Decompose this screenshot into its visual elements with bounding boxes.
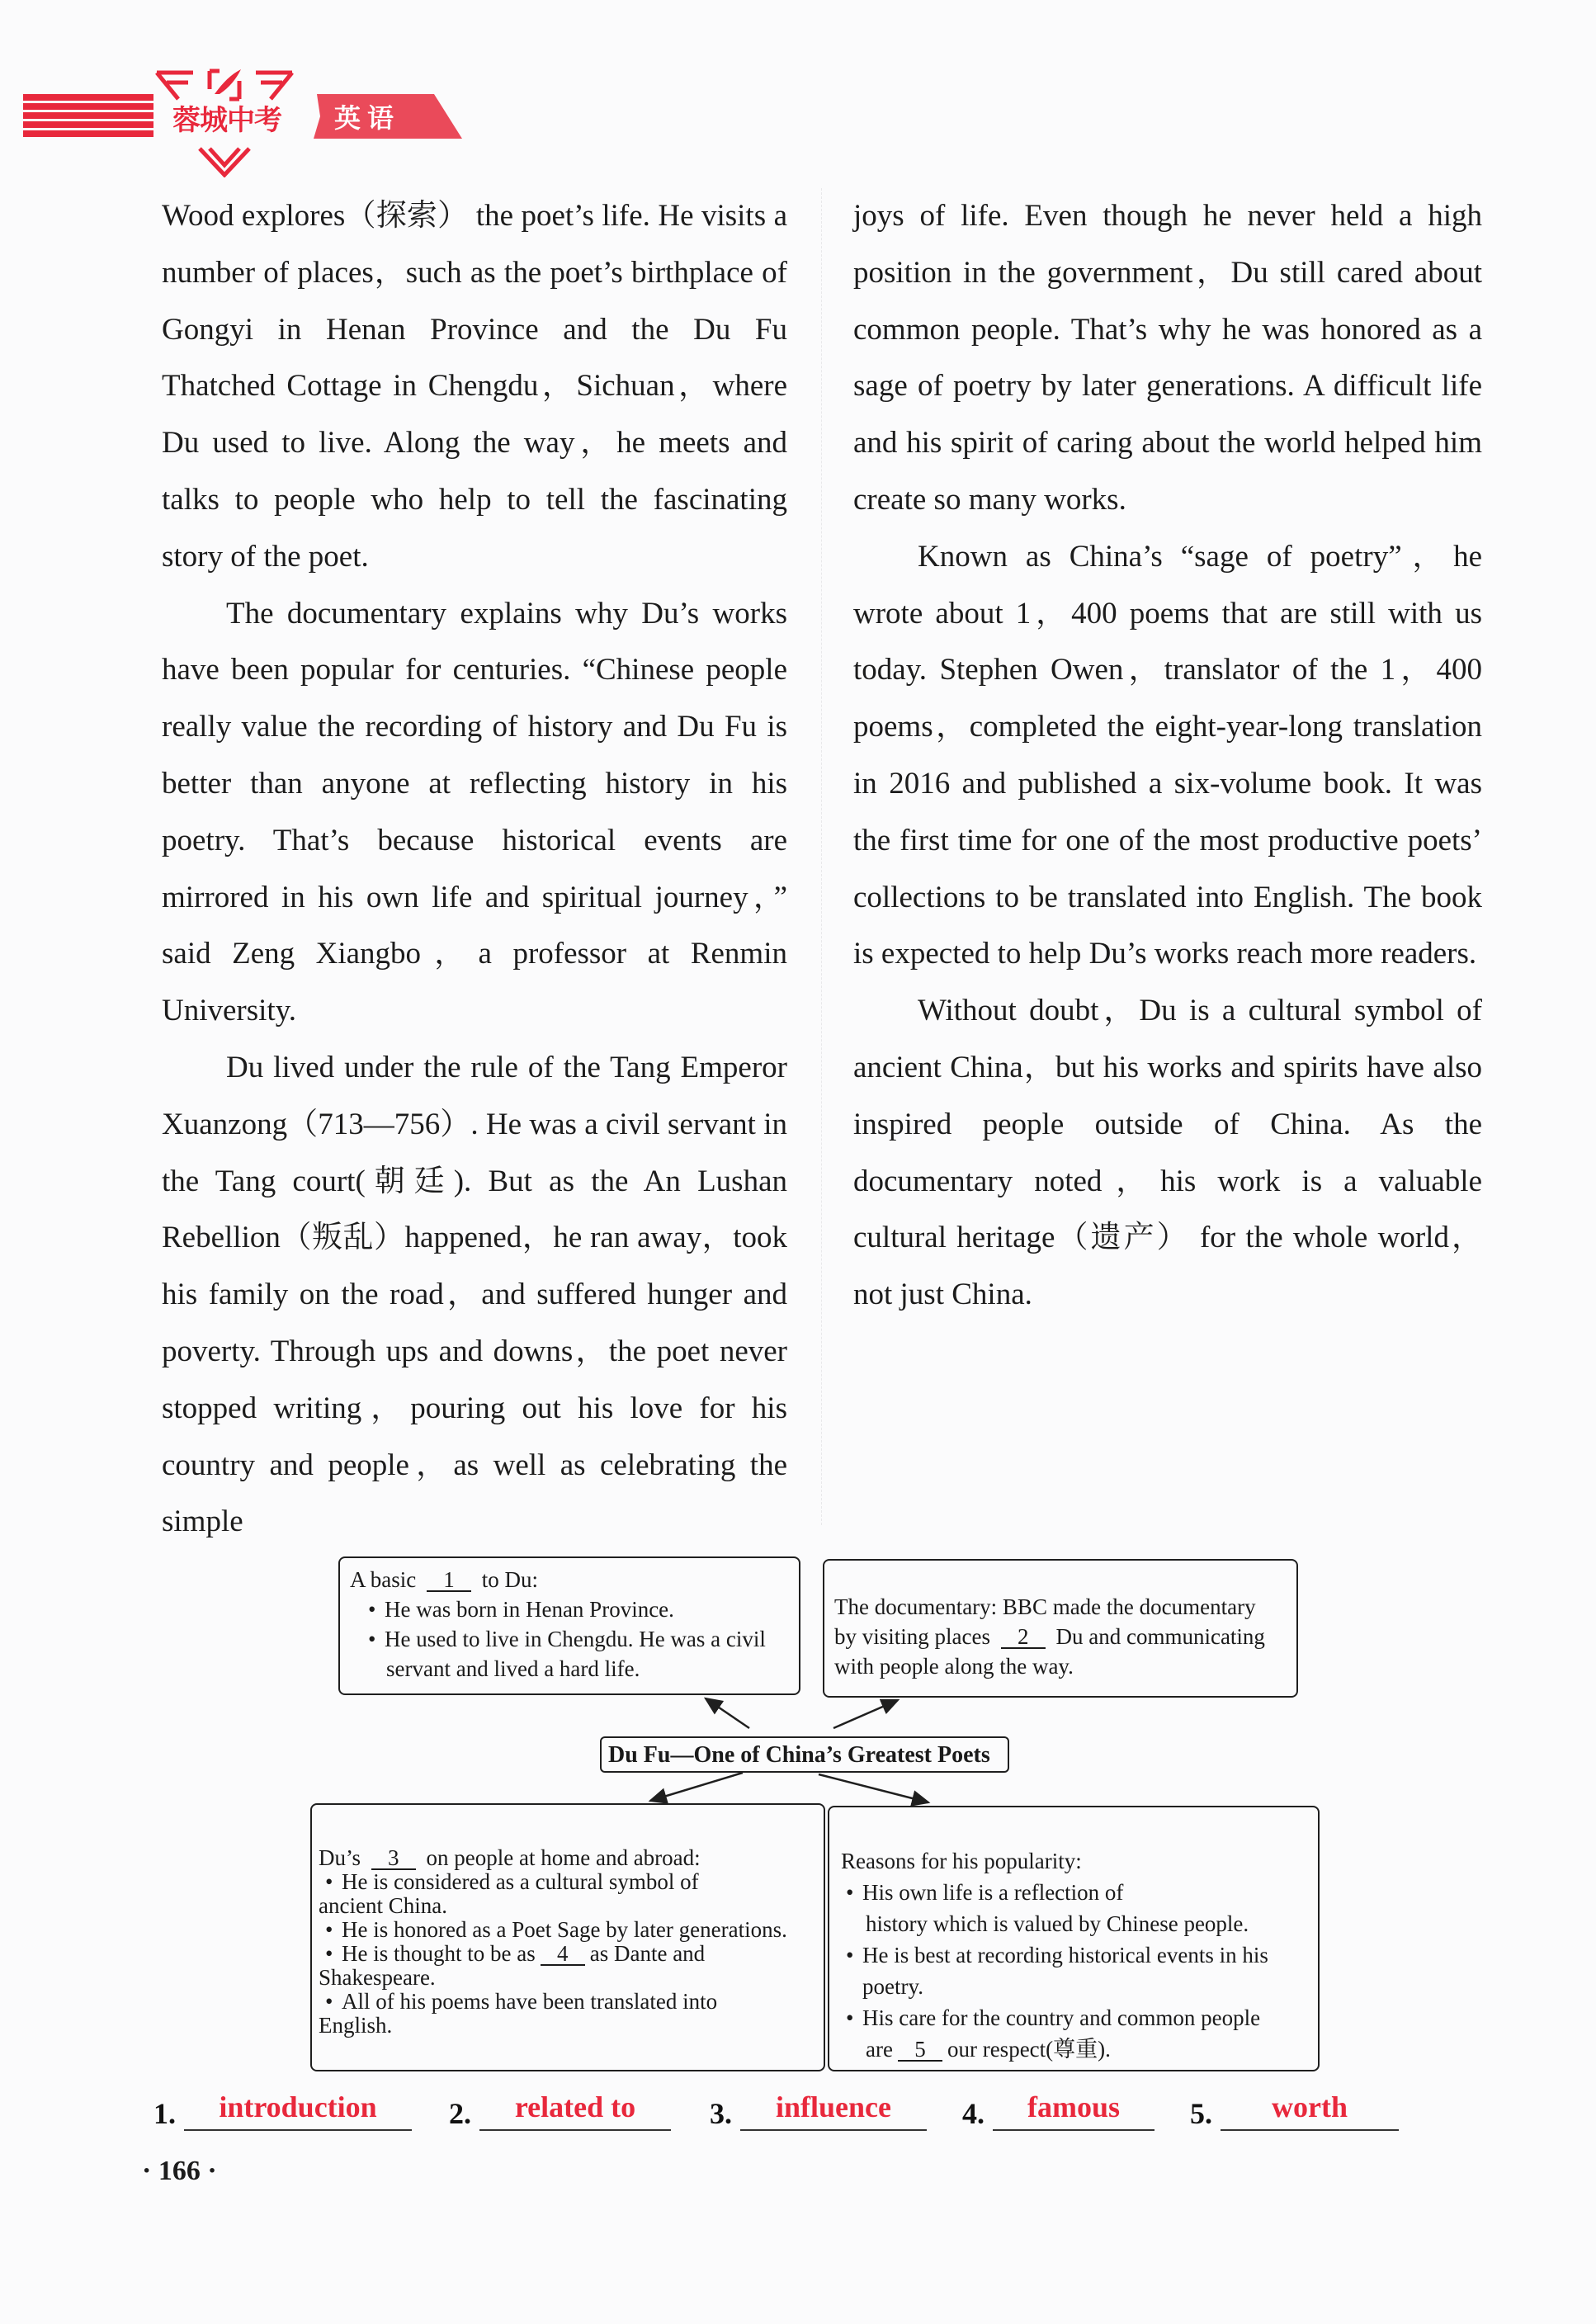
answer-field-5[interactable] xyxy=(1221,2086,1399,2131)
answer-number: 2. xyxy=(449,2097,471,2130)
bullet-icon: • xyxy=(325,1917,333,1942)
answer-field-4[interactable] xyxy=(993,2086,1155,2131)
box-heading: Reasons for his popularity: xyxy=(841,1849,1082,1873)
page-number: · 166 · xyxy=(142,2156,217,2186)
bullet-text: as Dante and xyxy=(589,1941,706,1966)
bullet-icon: • xyxy=(325,1869,333,1894)
box-text: Du and communicating xyxy=(1055,1624,1265,1649)
bullet-text: He was born in Henan Province. xyxy=(385,1597,674,1622)
bullet-text: All of his poems have been translated into xyxy=(342,1989,718,2014)
answer-text: related to xyxy=(514,2090,636,2123)
diagram-center-title: Du Fu—One of China’s Greatest Poets xyxy=(600,1736,1009,1773)
blank-3[interactable]: 3 xyxy=(371,1847,416,1870)
bullet-text: He is considered as a cultural symbol of xyxy=(342,1869,699,1894)
bullet-continuation: servant and lived a hard life. xyxy=(386,1656,640,1681)
answer-number: 4. xyxy=(962,2097,985,2130)
bullet-continuation: Shakespeare. xyxy=(319,1965,436,1990)
paragraph: Wood explores（探索） the poet’s life. He visits a number of places，such as the poet’s birthplace of Gongyi in Henan Province and the Du Fu Thatched Cottage in Chengdu，Sichuan，where Du used to live. Along the way，he meets and talks to people who help to tell the fascinating story of the poet. xyxy=(162,199,787,574)
answer-number: 5. xyxy=(1190,2097,1212,2130)
bullet-icon: • xyxy=(368,1597,376,1622)
diagram-box-popularity-reasons xyxy=(828,1806,1320,2071)
subject-tag: 英语 xyxy=(334,102,401,134)
answer-row xyxy=(153,2086,1408,2136)
paragraph: joys of life. Even though he never held a high position in the government，Du still cared about common people. That’s why he was honored as a sage of poetry by later generations. A difficult life and his spirit of caring about the world helped him create so many works. xyxy=(853,199,1482,517)
box-text: The documentary: BBC made the documentary xyxy=(834,1594,1256,1619)
bullet-icon: • xyxy=(846,1880,854,1905)
blank-1[interactable]: 1 xyxy=(427,1569,471,1592)
bullet-icon: • xyxy=(846,1943,854,1967)
bullet-text: He is thought to be as xyxy=(342,1941,536,1966)
answer-number: 1. xyxy=(153,2097,176,2130)
answer-text: worth xyxy=(1272,2090,1348,2123)
blank-5[interactable]: 5 xyxy=(898,2038,942,2062)
box-text: by visiting places xyxy=(834,1624,990,1649)
answer-3 xyxy=(710,2086,927,2131)
bullet-text: His own life is a reflection of xyxy=(862,1880,1124,1905)
answer-text: introduction xyxy=(219,2090,377,2123)
box-heading: to Du: xyxy=(481,1567,539,1592)
bullet-text: He is best at recording historical events in his xyxy=(862,1943,1268,1967)
box-text: with people along the way. xyxy=(834,1654,1074,1679)
diagram-box-documentary xyxy=(823,1559,1298,1698)
bullet-icon: • xyxy=(325,1989,333,2014)
bullet-icon: • xyxy=(846,2005,854,2030)
paragraph: Known as China’s “sage of poetry”，he wrote about 1，400 poems that are still with us today. Stephen Owen，translator of the 1，400 poems，completed the eight-year-long translation in 2016 and published a six-volume book. It was the first time for one of the most productive poets’ collections to be translated into English. The book is expected to help Du’s works reach more readers. xyxy=(853,539,1482,971)
box-heading: A basic xyxy=(350,1567,417,1592)
box-heading: Du’s xyxy=(319,1845,361,1870)
bullet-text: are xyxy=(866,2037,893,2062)
answer-1 xyxy=(153,2086,412,2131)
brand-title: 蓉城中考 xyxy=(172,104,281,137)
bullet-text: our respect(尊重). xyxy=(947,2037,1111,2062)
bullet-continuation: history which is valued by Chinese people. xyxy=(866,1911,1249,1936)
bullet-continuation: ancient China. xyxy=(319,1893,447,1918)
bullet-text: His care for the country and common people xyxy=(862,2005,1261,2030)
bullet-continuation: English. xyxy=(319,2013,393,2038)
answer-field-3[interactable] xyxy=(740,2086,927,2131)
bullet-icon: • xyxy=(325,1941,333,1966)
answer-field-2[interactable] xyxy=(479,2086,671,2131)
bullet-continuation: poetry. xyxy=(862,1974,923,1999)
paragraph: Du lived under the rule of the Tang Emperor Xuanzong（713—756）. He was a civil servant in the Tang court(朝廷). But as the An Lushan Rebellion（叛乱）happened，he ran away，took his family on the road，and suffered hunger and poverty. Through ups and downs，the poet never stopped writing，pouring out his love for his country and people，as well as celebrating the simple xyxy=(162,1050,787,1539)
answer-text: famous xyxy=(1027,2090,1120,2123)
answer-2 xyxy=(449,2086,671,2131)
answer-field-1[interactable] xyxy=(184,2086,412,2131)
diagram-box-influence xyxy=(310,1803,825,2071)
answer-4 xyxy=(962,2086,1155,2131)
answer-number: 3. xyxy=(710,2097,732,2130)
blank-4[interactable]: 4 xyxy=(541,1943,585,1966)
blank-2[interactable]: 2 xyxy=(1001,1626,1046,1649)
paragraph: Without doubt，Du is a cultural symbol of ancient China，but his works and spirits have also inspired people outside of China. As the documentary noted，his work is a valuable cultural heritage（遗产） for the whole world，not just China. xyxy=(853,994,1482,1312)
answer-5 xyxy=(1190,2086,1399,2131)
bullet-text: He is honored as a Poet Sage by later generations. xyxy=(342,1917,787,1942)
paragraph: The documentary explains why Du’s works have been popular for centuries. “Chinese people really value the recording of history and Du Fu is better than anyone at reflecting history in his poetry. That’s because historical events are mirrored in his own life and spiritual journey，” said Zeng Xiangbo，a professor at Renmin University. xyxy=(162,596,787,1028)
box-heading: on people at home and abroad: xyxy=(426,1845,701,1870)
diagram-box-basic-intro xyxy=(338,1556,800,1695)
bullet-icon: • xyxy=(368,1627,376,1651)
bullet-text: He used to live in Chengdu. He was a civil xyxy=(385,1627,766,1651)
answer-text: influence xyxy=(776,2090,891,2123)
